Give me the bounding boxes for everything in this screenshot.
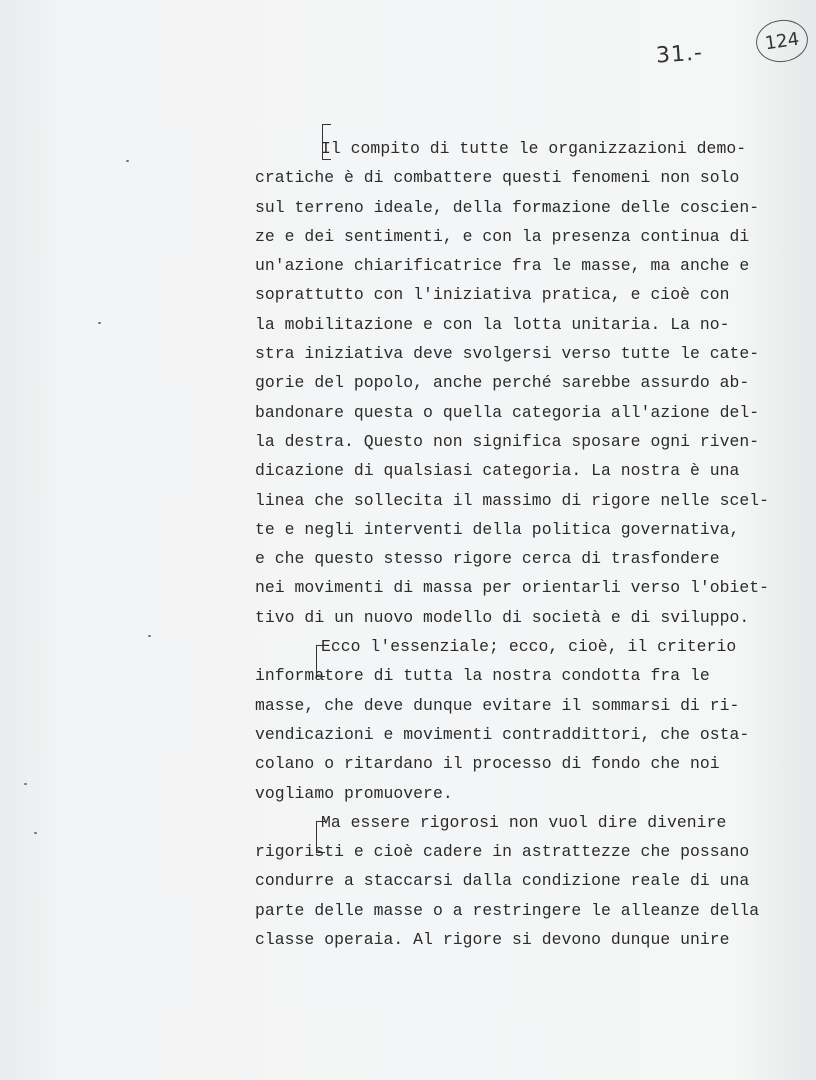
- page-number: 31.-: [655, 40, 704, 69]
- archive-stamp: [753, 17, 810, 66]
- text-line: bandonare questa o quella categoria all'azione del-: [255, 402, 760, 422]
- margin-speck: [148, 635, 151, 637]
- text-line: informatore di tutta la nostra condotta fra le: [255, 666, 710, 686]
- text-line: nei movimenti di massa per orientarli verso l'obiet-: [255, 578, 770, 598]
- paragraph-3: [255, 808, 795, 954]
- text-line: stra iniziativa deve svolgersi verso tutte le cate-: [255, 344, 760, 364]
- text-line: Ecco l'essenziale; ecco, cioè, il criterio: [321, 637, 737, 657]
- text-line: Ma essere rigorosi non vuol dire divenire: [321, 812, 727, 832]
- margin-speck: [24, 783, 27, 785]
- margin-speck: [98, 322, 101, 324]
- text-line: linea che sollecita il massimo di rigore nelle scel-: [255, 490, 770, 510]
- text-line: la destra. Questo non significa sposare ogni riven-: [255, 431, 760, 451]
- text-line: gorie del popolo, anche perché sarebbe assurdo ab-: [255, 373, 750, 393]
- text-line: cratiche è di combattere questi fenomeni non solo: [255, 168, 740, 188]
- text-line: te e negli interventi della politica governativa,: [255, 519, 740, 539]
- text-line: la mobilitazione e con la lotta unitaria. La no-: [255, 314, 730, 334]
- text-line: rigoristi e cioè cadere in astrattezze che possano: [255, 842, 750, 862]
- text-line: tivo di un nuovo modello di società e di sviluppo.: [255, 607, 750, 627]
- text-line: un'azione chiarificatrice fra le masse, ma anche e: [255, 256, 750, 276]
- text-line: condurre a staccarsi dalla condizione reale di una: [255, 871, 750, 891]
- text-line: vendicazioni e movimenti contraddittori, che osta-: [255, 724, 750, 744]
- paragraph-2: [255, 632, 795, 808]
- margin-speck: [34, 832, 37, 834]
- margin-speck: [126, 160, 129, 162]
- text-line: soprattutto con l'iniziativa pratica, e cioè con: [255, 285, 730, 305]
- text-line: classe operaia. Al rigore si devono dunque unire: [255, 930, 730, 950]
- text-line: sul terreno ideale, della formazione delle coscien-: [255, 197, 760, 217]
- text-line: dicazione di qualsiasi categoria. La nostra è una: [255, 461, 740, 481]
- paragraph-1: [255, 134, 795, 632]
- archive-stamp-number: 124: [763, 28, 801, 54]
- text-line: parte delle masse o a restringere le alleanze della: [255, 900, 760, 920]
- text-line: colano o ritardano il processo di fondo che noi: [255, 754, 720, 774]
- text-line: e che questo stesso rigore cerca di trasfondere: [255, 549, 720, 569]
- text-line: masse, che deve dunque evitare il sommarsi di ri-: [255, 695, 740, 715]
- text-line: ze e dei sentimenti, e con la presenza continua di: [255, 226, 750, 246]
- body-text: [255, 134, 795, 954]
- text-line: vogliamo promuovere.: [255, 783, 453, 803]
- text-line: Il compito di tutte le organizzazioni demo-: [321, 139, 747, 158]
